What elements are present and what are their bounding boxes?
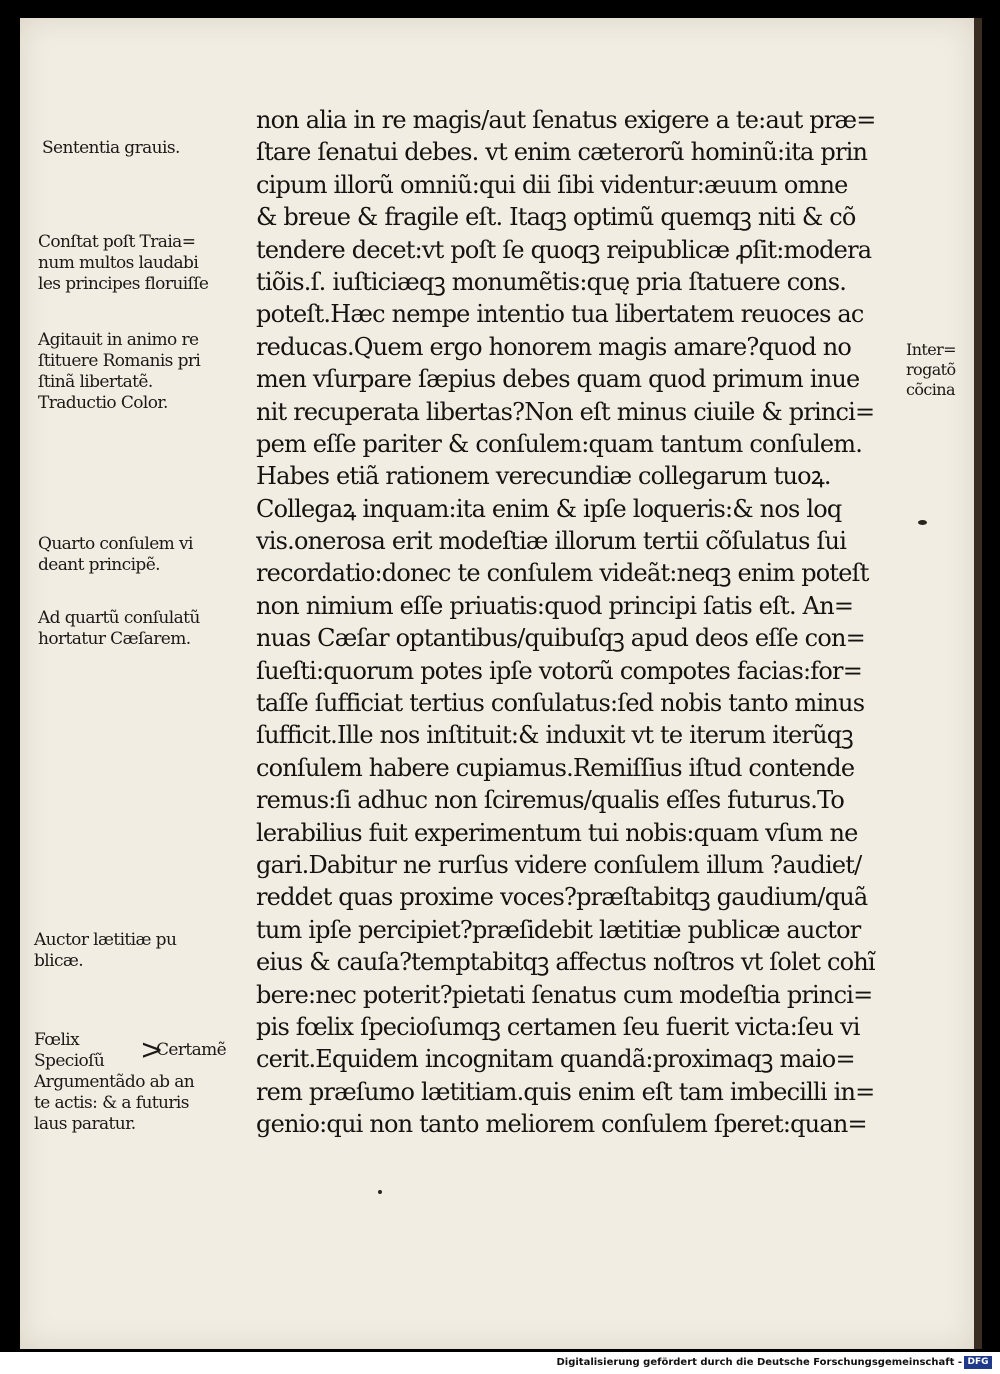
text-line: & breue & fragile eſt. Itaqꝫ optimũ quemqꝫ niti & cõ <box>256 203 856 232</box>
text-line: gari.Dabitur ne rurſus videre conſulem illum ?audiet/ <box>256 850 862 879</box>
text-line: nit recuperata libertas?Non eſt minus ciuile & princi= <box>256 397 875 426</box>
gloss-line: hortatur Cæſarem. <box>38 629 191 649</box>
gloss-quarto <box>38 534 193 576</box>
text-line: Habes etiã rationem verecundiæ collegarum tuoꝝ. <box>256 462 831 491</box>
text-line: pis fœlix ſpecioſumqꝫ certamen ſeu fuerit victa:ſeu vi <box>256 1012 860 1041</box>
gloss-line: laus paratur. <box>34 1114 136 1134</box>
text-line: remus:ſi adhuc non ſciremus/qualis eſſes futurus.To <box>256 786 845 815</box>
gloss-constat <box>38 232 208 295</box>
gloss-line: ſtinã libertatẽ. <box>38 372 153 392</box>
gloss-line: blicæ. <box>34 951 84 971</box>
text-line: recordatio:donec te conſulem videãt:neqꝫ enim poteſt <box>256 559 869 588</box>
text-line: Collegaꝝ inquam:ita enim & ipſe loqueris:& nos loq <box>256 494 842 523</box>
brace-mark: > <box>140 1033 164 1066</box>
dfg-logo: DFG <box>964 1356 992 1369</box>
footer-credit: Digitalisierung gefördert durch die Deutsche Forschungsgemeinschaft - <box>556 1357 962 1368</box>
text-line: pem eſſe pariter & conſulem:quam tantum conſulem. <box>256 429 863 458</box>
text-line: nuas Cæſar optantibus/quibuſqꝫ apud deos eſſe con= <box>256 624 865 653</box>
text-line: ſtare ſenatui debes. vt enim cæterorũ hominũ:ita prin <box>256 138 868 167</box>
main-text-block <box>256 104 916 1141</box>
gloss-line: Ad quartũ conſulatũ <box>38 608 200 628</box>
gloss-line: les principes floruiſſe <box>38 274 209 294</box>
text-line: ſueſti:quorum potes ipſe votorũ compotes facias:for= <box>256 656 863 685</box>
text-line: cipum illorũ omniũ:qui dii ſibi videntur:æuum omne <box>256 170 848 199</box>
text-line: cerit.Equidem incognitam quandã:proximaqꝫ maio= <box>256 1045 855 1074</box>
text-line: vis.onerosa erit modeſtiæ illorum tertii cõſulatus ſui <box>256 527 847 556</box>
gloss-line: Traductio Color. <box>38 393 168 413</box>
text-line: eius & cauſa?temptabitqꝫ affectus noſtros vt ſolet cohĩ <box>256 948 875 977</box>
text-line: rem præſumo lætitiam.quis enim eſt tam imbecilli in= <box>256 1077 875 1106</box>
gloss-line: ſtituere Romanis pri <box>38 351 201 371</box>
text-line: non nimium eſſe priuatis:quod principi ſatis eſt. An= <box>256 591 854 620</box>
gloss-line: deant principẽ. <box>38 555 160 575</box>
gloss-line: Argumentãdo ab an <box>34 1072 195 1092</box>
text-line: non alia in re magis/aut ſenatus exigere a te:aut præ= <box>256 106 876 134</box>
text-line: lerabilius fuit experimentum tui nobis:quam vſum ne <box>256 818 858 847</box>
gloss-agitauit <box>38 330 200 414</box>
gloss-line: num multos laudabi <box>38 253 199 273</box>
gloss-sententia <box>42 138 180 159</box>
text-line: taſſe ſufficiat tertius conſulatus:ſed nobis tanto minus <box>256 689 865 718</box>
text-line: ſufficit.Ille nos inſtituit:& induxit vt te iterum iterũqꝫ <box>256 721 853 750</box>
text-line: reducas.Quem ergo honorem magis amare?quod no <box>256 332 852 361</box>
text-line: tendere decet:vt poſt ſe quoqꝫ reipublicæ ꝓſit:modera <box>256 235 872 264</box>
text-line: poteſt.Hæc nempe intentio tua libertatem reuoces ac <box>256 300 864 329</box>
gloss-interrogato <box>906 340 956 400</box>
gloss-line: cõcina <box>906 380 955 399</box>
gloss-line: rogatõ <box>906 360 956 379</box>
text-line: tiõis.ſ. iuſticiæqꝫ monumẽtis:quę pria ſtatuere cons. <box>256 267 847 296</box>
text-line: reddet quas proxime voces?præſtabitqꝫ gaudium/quã <box>256 883 868 912</box>
gloss-ad-quartum <box>38 608 200 650</box>
text-line: tum ipſe percipiet?præſidebit lætitiæ publicæ auctor <box>256 915 861 944</box>
gloss-line: Fœlix <box>34 1030 80 1050</box>
text-line: men vſurpare ſæpius debes quam quod primum inue <box>256 365 860 394</box>
gloss-argumentando <box>34 1072 194 1135</box>
text-line: conſulem habere cupiamus.Remiſſius iſtud contende <box>256 753 855 782</box>
gloss-line: Quarto conſulem vi <box>38 534 193 554</box>
gloss-foelix <box>34 1030 104 1072</box>
page-edge <box>974 18 982 1349</box>
ink-speck <box>918 520 927 525</box>
gloss-line: Auctor lætitiæ pu <box>34 930 177 950</box>
gloss-line: te actis: & a futuris <box>34 1093 189 1113</box>
gloss-line: Inter= <box>906 340 956 359</box>
gloss-line: Specioſũ <box>34 1051 105 1071</box>
gloss-line: Agitauit in animo re <box>38 330 199 350</box>
gloss-line: Sententia grauis. <box>42 138 180 158</box>
text-line: bere:nec poterit?pietati ſenatus cum modeſtia princi= <box>256 980 873 1009</box>
gloss-certamen: Certamẽ <box>156 1040 227 1060</box>
gloss-auctor <box>34 930 176 972</box>
ink-speck <box>378 1190 382 1194</box>
text-line: genio:qui non tanto meliorem conſulem ſperet:quan= <box>256 1110 867 1139</box>
gloss-line: Conſtat poſt Traia= <box>38 232 196 252</box>
